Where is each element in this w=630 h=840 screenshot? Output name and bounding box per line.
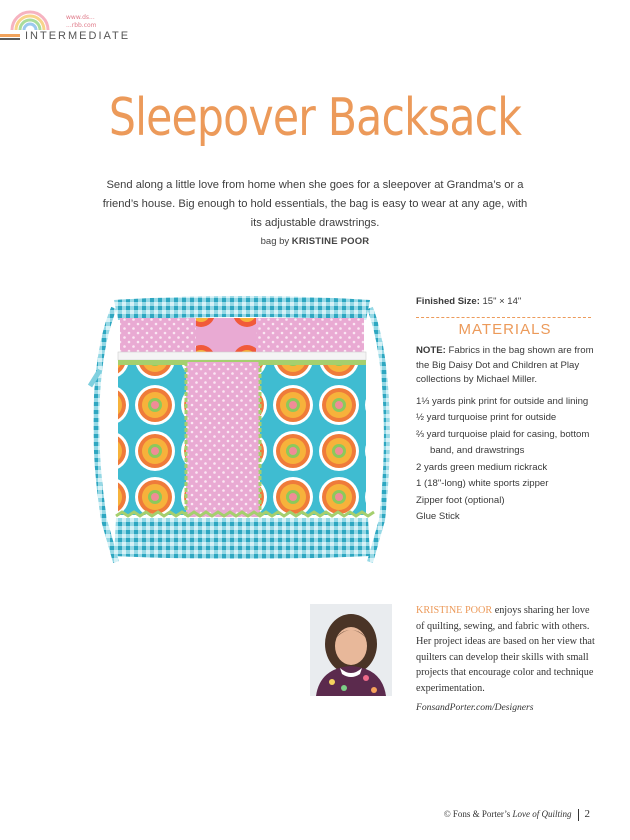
page-number: 2 — [584, 808, 590, 820]
note-label: NOTE: — [416, 345, 446, 356]
byline-designer: KRISTINE POOR — [291, 236, 370, 247]
finished-size-value: 15" × 14" — [479, 296, 522, 307]
finished-size-label: Finished Size: — [416, 296, 480, 307]
list-item: 2 yards green medium rickrack — [416, 461, 548, 473]
bio-name: KRISTINE POOR — [416, 605, 493, 616]
list-item: ⅔ yard turquoise plaid for casing, bottom band, and drawstrings — [416, 428, 590, 456]
skill-level-label: INTERMEDIATE — [22, 30, 133, 42]
article-intro: Send along a little love from home when she goes for a sleepover at Grandma’s or a friend’s house. Big enough to hold essentials, the bag is easy to wear at any age, with its adjustable drawstrings. — [102, 179, 528, 229]
header-stripe-gray — [0, 38, 20, 40]
designer-photo — [310, 604, 392, 696]
bio-text: enjoys sharing her love of quilting, sewing, and fabric with others. Her project ideas are based on her view that quilters can develop their skills with small projects that encourage color and technique experimentation. — [416, 605, 595, 694]
materials-heading: MATERIALS — [458, 321, 552, 338]
backsack-photo — [86, 290, 398, 580]
page-footer — [444, 808, 590, 821]
designer-website[interactable]: FonsandPorter.com/Designers — [416, 702, 534, 713]
list-item: Glue Stick — [416, 511, 460, 522]
designer-bio — [416, 603, 596, 716]
materials-note — [416, 344, 594, 388]
dashed-divider — [416, 317, 591, 318]
byline-prefix: bag by — [260, 236, 292, 247]
materials-column — [416, 296, 594, 535]
footer-separator — [578, 809, 579, 821]
note-text: Fabrics in the bag shown are from the Big Daisy Dot and Children at Play collections by Michael Miller. — [416, 345, 594, 385]
footer-magazine: Love of Quilting — [512, 809, 572, 819]
materials-list — [416, 394, 594, 526]
footer-prefix: © Fons & Porter’s — [443, 809, 513, 819]
finished-size — [416, 296, 594, 307]
byline — [0, 236, 630, 247]
list-item: ½ yard turquoise print for outside — [416, 412, 557, 423]
header-stripe-orange — [0, 34, 20, 37]
list-item: Zipper foot (optional) — [416, 494, 505, 506]
article-title: Sleepover Backsack — [108, 88, 522, 148]
list-item: 1⅓ yards pink print for outside and lining — [416, 395, 589, 407]
watermark-text: www.ds... ...rbb.com — [66, 14, 97, 29]
list-item: 1 (18"-long) white sports zipper — [416, 478, 549, 489]
